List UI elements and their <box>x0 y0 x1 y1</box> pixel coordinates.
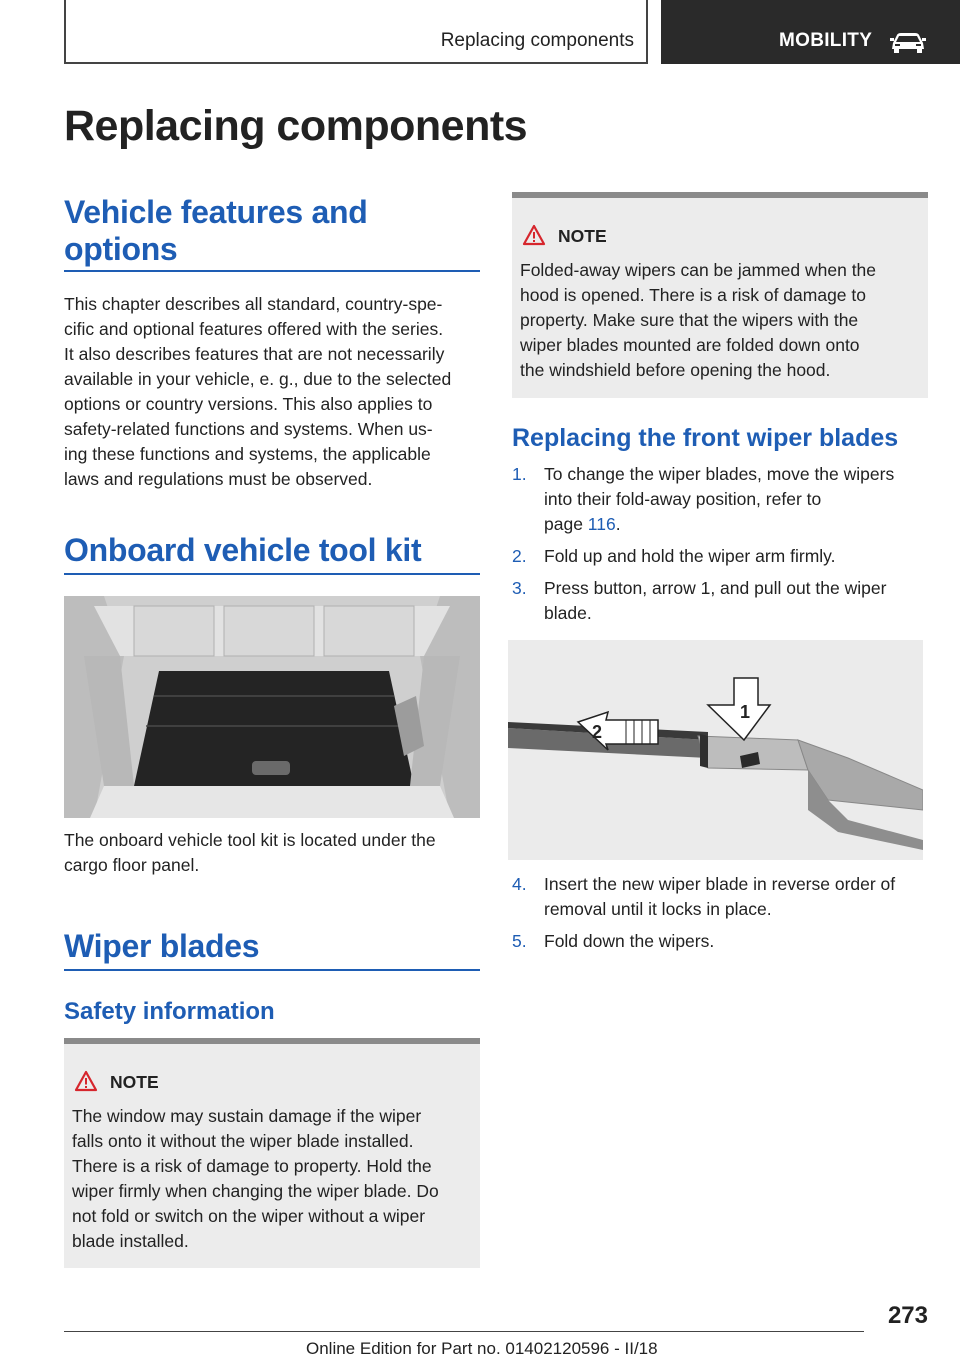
text-line: cific and optional features offered with the series. <box>64 319 444 339</box>
header-section-title: Replacing components <box>440 30 634 51</box>
step-2 <box>512 544 942 569</box>
text-line: hood is opened. There is a risk of damage to <box>520 285 867 305</box>
text-line: laws and regulations must be observed. <box>64 469 373 489</box>
safety-info-heading: Safety information <box>64 998 275 1025</box>
note-text <box>72 1104 477 1254</box>
text-line: Press button, arrow 1, and pull out the wiper <box>544 578 887 598</box>
car-icon <box>889 29 927 53</box>
heading-rule <box>64 573 480 575</box>
text-line: not fold or switch on the wiper without a wiper <box>72 1206 426 1226</box>
step-3 <box>512 576 942 626</box>
text-fragment: page <box>544 514 588 534</box>
text-line: Insert the new wiper blade in reverse order of <box>544 874 896 894</box>
page-title: Replacing components <box>64 102 528 150</box>
text-line: options or country versions. This also applies to <box>64 394 433 414</box>
page-link[interactable]: 116 <box>587 514 616 534</box>
cargo-area-illustration <box>64 596 480 818</box>
step-text <box>544 929 934 954</box>
text-line: It also describes features that are not necessarily <box>64 344 445 364</box>
heading-line: Vehicle features and <box>64 194 368 230</box>
note-label: NOTE <box>558 226 607 246</box>
text-line: cargo floor panel. <box>64 855 200 875</box>
text-line: removal until it locks in place. <box>544 899 772 919</box>
text-line: Fold down the wipers. <box>544 931 715 951</box>
text-line: blade installed. <box>72 1231 189 1251</box>
text-line: This chapter describes all standard, country-spe‐ <box>64 294 443 314</box>
step-number: 4. <box>512 874 527 894</box>
step-text <box>544 462 934 537</box>
step-number: 2. <box>512 546 527 566</box>
heading-rule <box>64 969 480 971</box>
text-line: wiper blades mounted are folded down onto <box>520 335 860 355</box>
step-1 <box>512 462 942 537</box>
tool-kit-text <box>64 828 484 878</box>
text-line: blade. <box>544 603 592 623</box>
page-number: 273 <box>887 1302 928 1329</box>
tool-kit-heading: Onboard vehicle tool kit <box>64 532 422 568</box>
text-line: Folded-away wipers can be jammed when the <box>520 260 877 280</box>
mobility-label: MOBILITY <box>779 30 873 51</box>
text-line: into their fold-away position, refer to <box>544 489 822 509</box>
step-number: 3. <box>512 578 527 598</box>
vehicle-features-heading <box>64 194 367 268</box>
text-line: falls onto it without the wiper blade installed. <box>72 1131 414 1151</box>
text-line <box>544 512 934 537</box>
note-text <box>520 258 925 383</box>
text-line: The onboard vehicle tool kit is located under the <box>64 830 436 850</box>
note-box-left <box>64 1038 480 1268</box>
warning-icon <box>74 1070 98 1092</box>
wiper-blade-illustration <box>508 640 923 860</box>
text-line: There is a risk of damage to property. Hold the <box>72 1156 432 1176</box>
wiper-blades-heading: Wiper blades <box>64 928 260 964</box>
footer-rule <box>64 1331 864 1332</box>
footer-edition: Online Edition for Part no. 01402120596 - II/18 <box>306 1339 658 1358</box>
heading-rule <box>64 270 480 272</box>
vehicle-features-text <box>64 292 484 492</box>
text-line: the windshield before opening the hood. <box>520 360 831 380</box>
step-text <box>544 872 934 922</box>
wiper-blade-drawing <box>508 640 923 860</box>
text-line: To change the wiper blades, move the wipers <box>544 464 895 484</box>
text-line: wiper firmly when changing the wiper blade. Do <box>72 1181 439 1201</box>
step-4 <box>512 872 942 922</box>
step-number: 5. <box>512 931 527 951</box>
text-fragment: . <box>615 514 621 534</box>
arrow-1-label: 1 <box>740 702 751 722</box>
step-5 <box>512 929 942 954</box>
warning-icon <box>522 224 546 246</box>
text-line: ing these functions and systems, the applicable <box>64 444 431 464</box>
step-text <box>544 576 934 626</box>
cargo-area-photo <box>64 596 480 818</box>
text-line: available in your vehicle, e. g., due to the selected <box>64 369 452 389</box>
text-line: The window may sustain damage if the wiper <box>72 1106 422 1126</box>
replace-wiper-heading: Replacing the front wiper blades <box>512 424 899 452</box>
step-number: 1. <box>512 464 527 484</box>
text-line: safety-related functions and systems. When us‐ <box>64 419 433 439</box>
note-label: NOTE <box>110 1072 159 1092</box>
step-text <box>544 544 934 569</box>
arrow-2-label: 2 <box>592 722 603 742</box>
header-section-box <box>64 0 648 64</box>
text-line: property. Make sure that the wipers with the <box>520 310 859 330</box>
note-box-right <box>512 192 928 398</box>
mobility-tab[interactable] <box>661 0 960 64</box>
text-line: Fold up and hold the wiper arm firmly. <box>544 546 836 566</box>
heading-line: options <box>64 231 178 267</box>
